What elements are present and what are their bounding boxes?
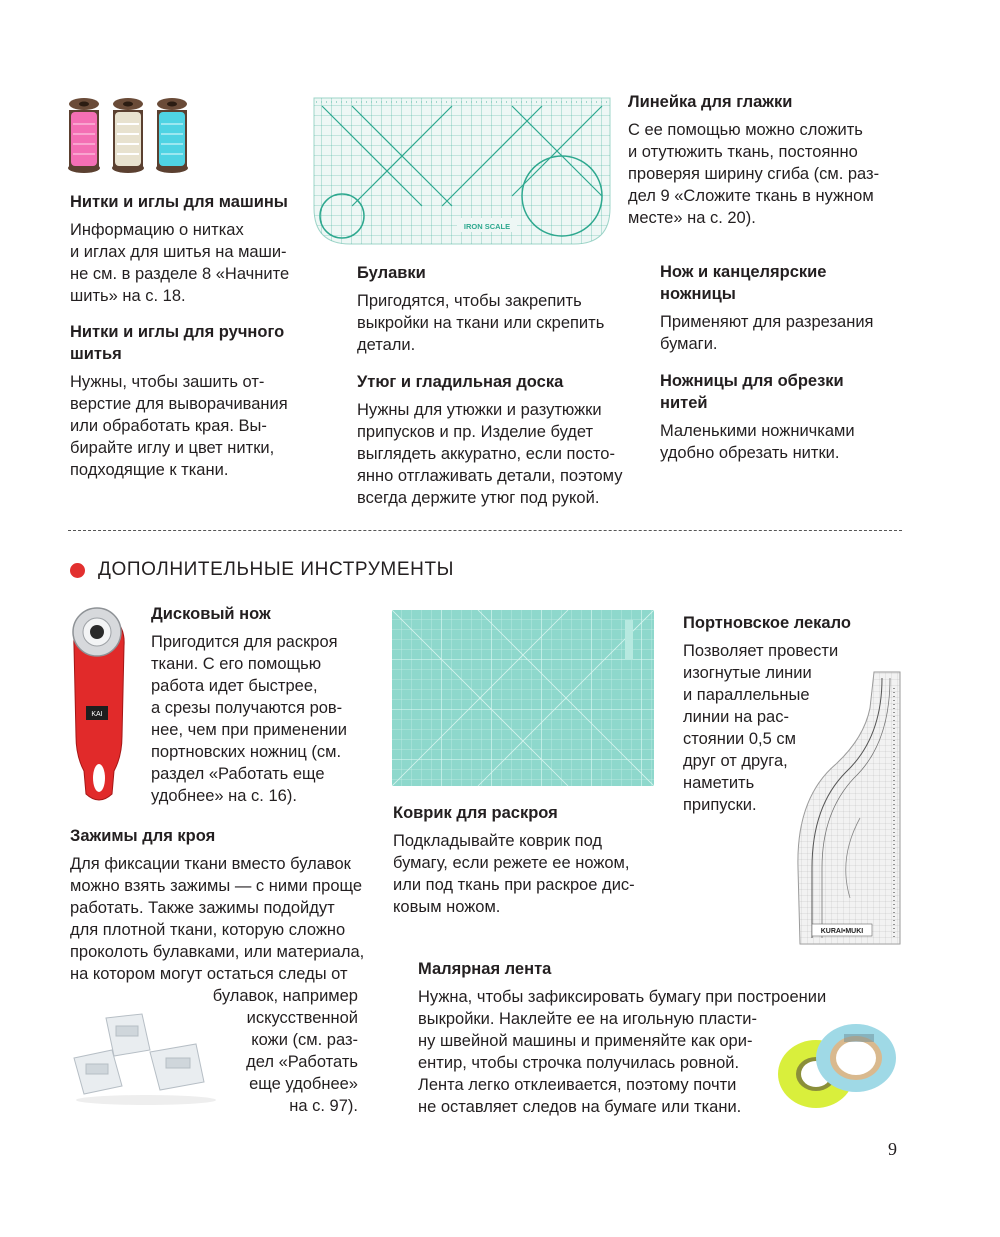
tape-block — [418, 958, 868, 1118]
section-title: ДОПОЛНИТЕЛЬНЫЕ ИНСТРУМЕНТЫ — [98, 559, 455, 580]
section-header — [70, 558, 454, 582]
curve-text: Позволяет провести изогнутые линии и параллельные линии на рас- стоянии 0,5 см друг от друга, наметить припуски. — [683, 642, 839, 814]
page-number: 9 — [888, 1139, 897, 1159]
iron-text: Нужны для утюжки и разутюжки припусков и пр. Изделие будет выглядеть аккуратно, если посто- янно отглаживать детали, поэтому всегда держите утюг под рукой. — [357, 401, 623, 507]
section-divider — [68, 530, 902, 531]
threads-hand-block — [70, 321, 320, 481]
rotary-cutter-image — [64, 606, 134, 806]
snips-text: Маленькими ножничками удобно обрезать нитки. — [660, 422, 855, 462]
pins-block — [357, 262, 637, 356]
iron-ruler-text: С ее помощью можно сложить и отутюжить ткань, постоянно проверяя ширину сгиба (см. раз- дел 9 «Сложите ткань в нужном месте» на с. 20). — [628, 121, 880, 227]
knife-scissors-title: Нож и канцелярские ножницы — [660, 263, 827, 303]
threads-hand-text: Нужны, чтобы зашить от- верстие для выворачивания или обработать края. Вы- бирайте иглу и цвет нитки, подходящие к ткани. — [70, 373, 288, 479]
threads-hand-title: Нитки и иглы для ручного шитья — [70, 323, 285, 363]
curve-ruler-label: KURAI•MUKI — [820, 928, 864, 935]
threads-machine-block — [70, 191, 310, 307]
cutting-mat-image — [392, 610, 654, 786]
clips-text-wrap — [200, 985, 370, 1117]
clips-title: Зажимы для кроя — [70, 827, 216, 845]
knife-scissors-text: Применяют для разрезания бумаги. — [660, 313, 874, 353]
iron-ruler-image — [312, 96, 612, 246]
tape-text: Нужна, чтобы зафиксировать бумагу при построении выкройки. Наклейте ее на игольную пласти- ну швейной машины и применяйте как ори- ентир, чтобы строчка получилась ровной. Лента легко отклеивается, поэтому почти не оставляет следов на бумаге или ткани. — [418, 988, 827, 1116]
threads-machine-title: Нитки и иглы для машины — [70, 193, 288, 211]
mat-title: Коврик для раскроя — [393, 804, 558, 822]
mat-block — [393, 802, 663, 918]
knife-scissors-block — [660, 261, 920, 355]
iron-ruler-title: Линейка для глажки — [628, 93, 793, 111]
mat-text: Подкладывайте коврик под бумагу, если режете ее ножом, или под ткань при раскрое дис- ковым ножом. — [393, 832, 635, 916]
threads-machine-text: Информацию о нитках и иглах для шитья на маши- не см. в разделе 8 «Начните шить» на с. 18. — [70, 221, 290, 305]
rotary-block — [151, 603, 381, 807]
clips-text: Для фиксации ткани вместо булавок можно взять зажимы — с ними проще работать. Также зажимы подойдут для плотной ткани, которую сложно проколоть булавками, или материала, на котором могут остаться следы от — [70, 855, 365, 983]
pins-text: Пригодятся, чтобы закрепить выкройки на ткани или скрепить детали. — [357, 292, 605, 354]
iron-ruler-block — [628, 91, 918, 229]
clips-block — [70, 825, 390, 985]
rotary-text: Пригодится для раскроя ткани. С его помощью работа идет быстрее, а срезы получаются ров- нее, чем при применении портновских ножниц (см. раздел «Работать еще удобнее» на с. 16). — [151, 633, 347, 805]
curve-block — [683, 612, 903, 816]
snips-block — [660, 370, 920, 464]
pins-title: Булавки — [357, 264, 426, 282]
iron-block — [357, 371, 637, 509]
thread-spools-image — [64, 94, 202, 178]
tape-title: Малярная лента — [418, 960, 552, 978]
snips-title: Ножницы для обрезки нитей — [660, 372, 844, 412]
iron-title: Утюг и гладильная доска — [357, 373, 564, 391]
svg-text:KAI: KAI — [91, 711, 103, 718]
rotary-title: Дисковый нож — [151, 605, 271, 623]
curve-title: Портновское лекало — [683, 614, 851, 632]
clips-text-continued: булавок, например искусственной кожи (см. раз- дел «Работать еще удобнее» на с. 97). — [212, 987, 358, 1115]
section-bullet-icon — [70, 563, 85, 578]
iron-ruler-label: IRON SCALE — [463, 222, 511, 231]
